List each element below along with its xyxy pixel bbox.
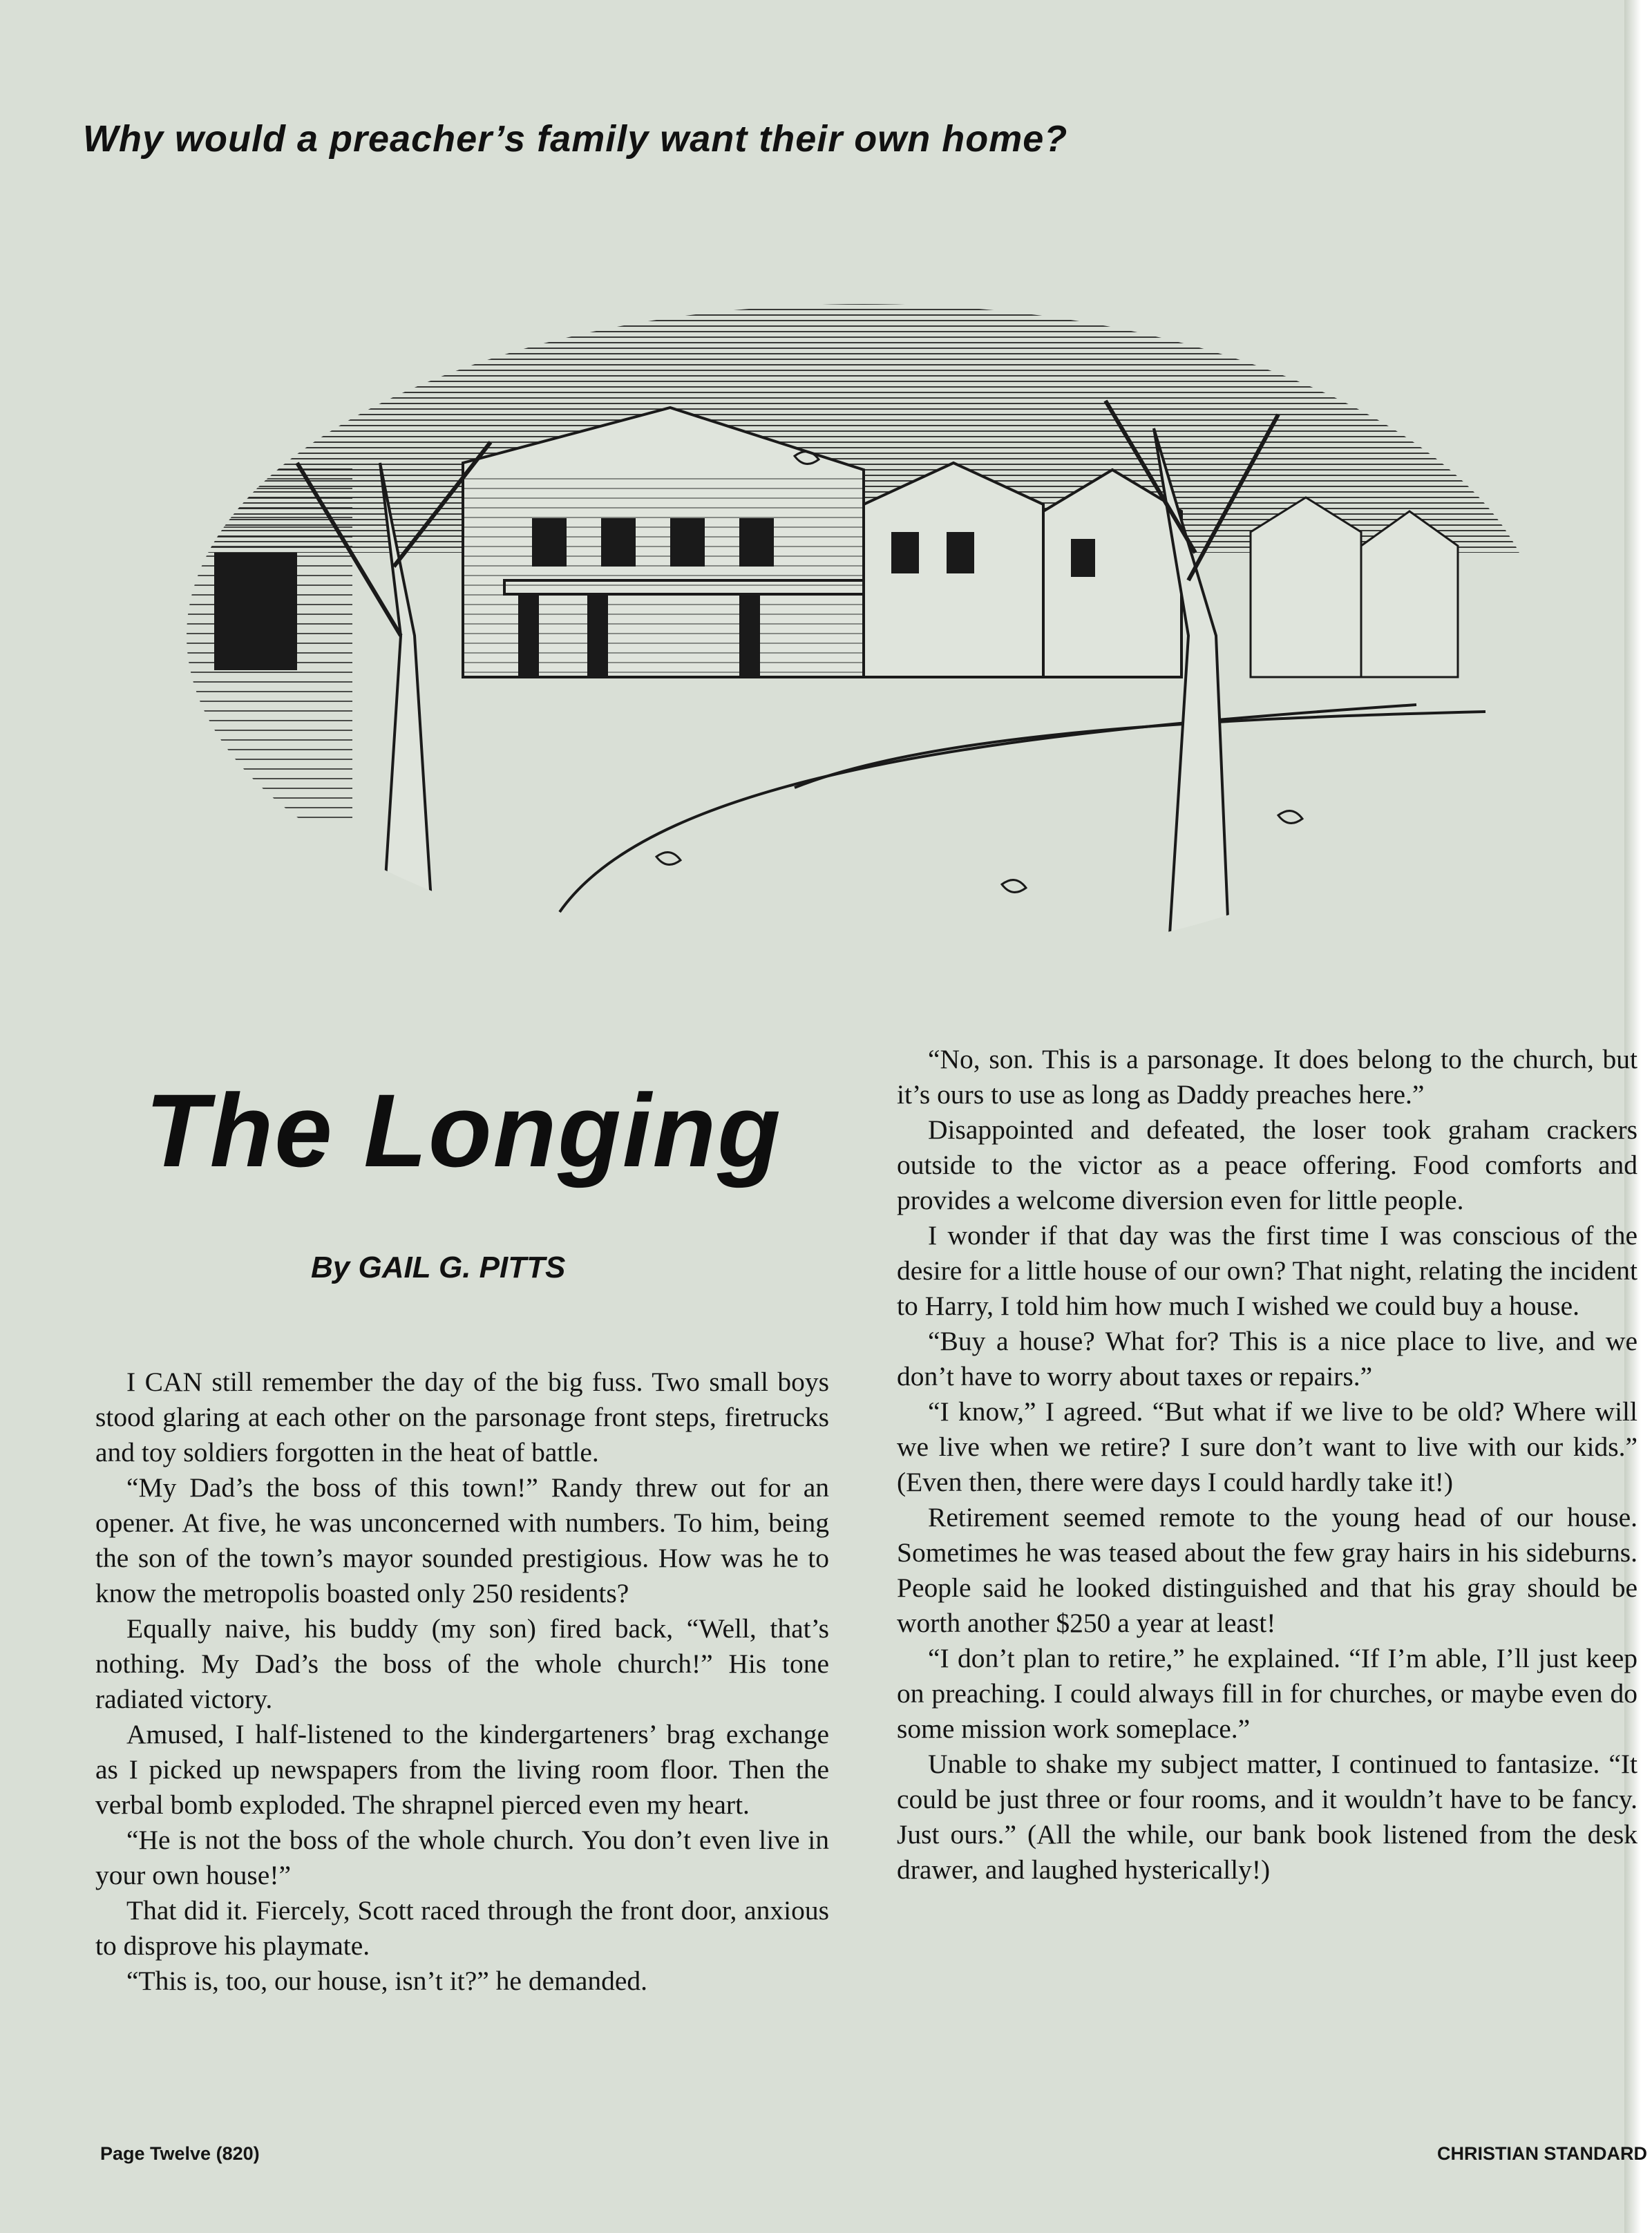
- paragraph: “He is not the boss of the whole church. You don’t even live in your own house!”: [95, 1825, 829, 1890]
- article-byline: By GAIL G. PITTS: [311, 1251, 566, 1284]
- paragraph: “I don’t plan to retire,” he explained. “If I’m able, I’ll just keep on preaching. I could always fill in for churches, or maybe even do some mission work someplace.”: [897, 1643, 1637, 1744]
- right-column: [897, 1042, 1637, 1888]
- paragraph: “Buy a house? What for? This is a nice place to live, and we don’t have to worry about taxes or repairs.”: [897, 1326, 1637, 1391]
- publication-name: CHRISTIAN STANDARD: [1437, 2143, 1647, 2164]
- paragraph: “This is, too, our house, isn’t it?” he demanded.: [126, 1966, 648, 1996]
- paragraph: Equally naive, his buddy (my son) fired back, “Well, that’s nothing. My Dad’s the boss of the whole church!” His tone radiated victory.: [95, 1613, 829, 1714]
- paragraph: Unable to shake my subject matter, I continued to fantasize. “It could be just three or four rooms, and it wouldn’t have to be fancy. Just ours.” (All the while, our bank book listened from the desk drawer, and laughed hysterically!): [897, 1749, 1637, 1885]
- paragraph: I wonder if that day was the first time I was conscious of the desire for a little house of our own? That night, relating the incident to Harry, I told him how much I wished we could buy a house.: [897, 1220, 1637, 1321]
- paragraph: I CAN still remember the day of the big fuss. Two small boys stood glaring at each other on the parsonage front steps, firetrucks and toy soldiers forgotten in the heat of battle.: [95, 1367, 829, 1467]
- paragraph: “My Dad’s the boss of this town!” Randy threw out for an opener. At five, he was unconcerned with numbers. To him, being the son of the town’s mayor sounded prestigious. How was he to know the metropolis boasted only 250 residents?: [95, 1472, 829, 1608]
- paragraph: Amused, I half-listened to the kindergarteners’ brag exchange as I picked up newspapers from the living room floor. Then the verbal bomb exploded. The shrapnel pierced even my heart.: [95, 1719, 829, 1820]
- article-kicker: Why would a preacher’s family want their own home?: [83, 118, 1068, 160]
- article-title: The Longing: [145, 1072, 782, 1188]
- paragraph: That did it. Fiercely, Scott raced through the front door, anxious to disprove his playmate.: [95, 1895, 829, 1961]
- left-column: [95, 1365, 829, 1999]
- page-number: Page Twelve (820): [100, 2143, 260, 2164]
- houses-illustration: [173, 290, 1555, 981]
- paragraph: “No, son. This is a parsonage. It does belong to the church, but it’s ours to use as long as Daddy preaches here.”: [897, 1044, 1637, 1110]
- paragraph: Disappointed and defeated, the loser took graham crackers outside to the victor as a peace offering. Food comforts and provides a welcome diversion even for little people.: [897, 1114, 1637, 1215]
- paragraph: “I know,” I agreed. “But what if we live to be old? Where will we live when we retire? I sure don’t want to live with our kids.” (Even then, there were days I could hardly take it!): [897, 1396, 1637, 1497]
- paragraph: Retirement seemed remote to the young head of our house. Sometimes he was teased about the few gray hairs in his sideburns. People said he looked distinguished and that his gray should be worth another $250 a year at least!: [897, 1502, 1637, 1638]
